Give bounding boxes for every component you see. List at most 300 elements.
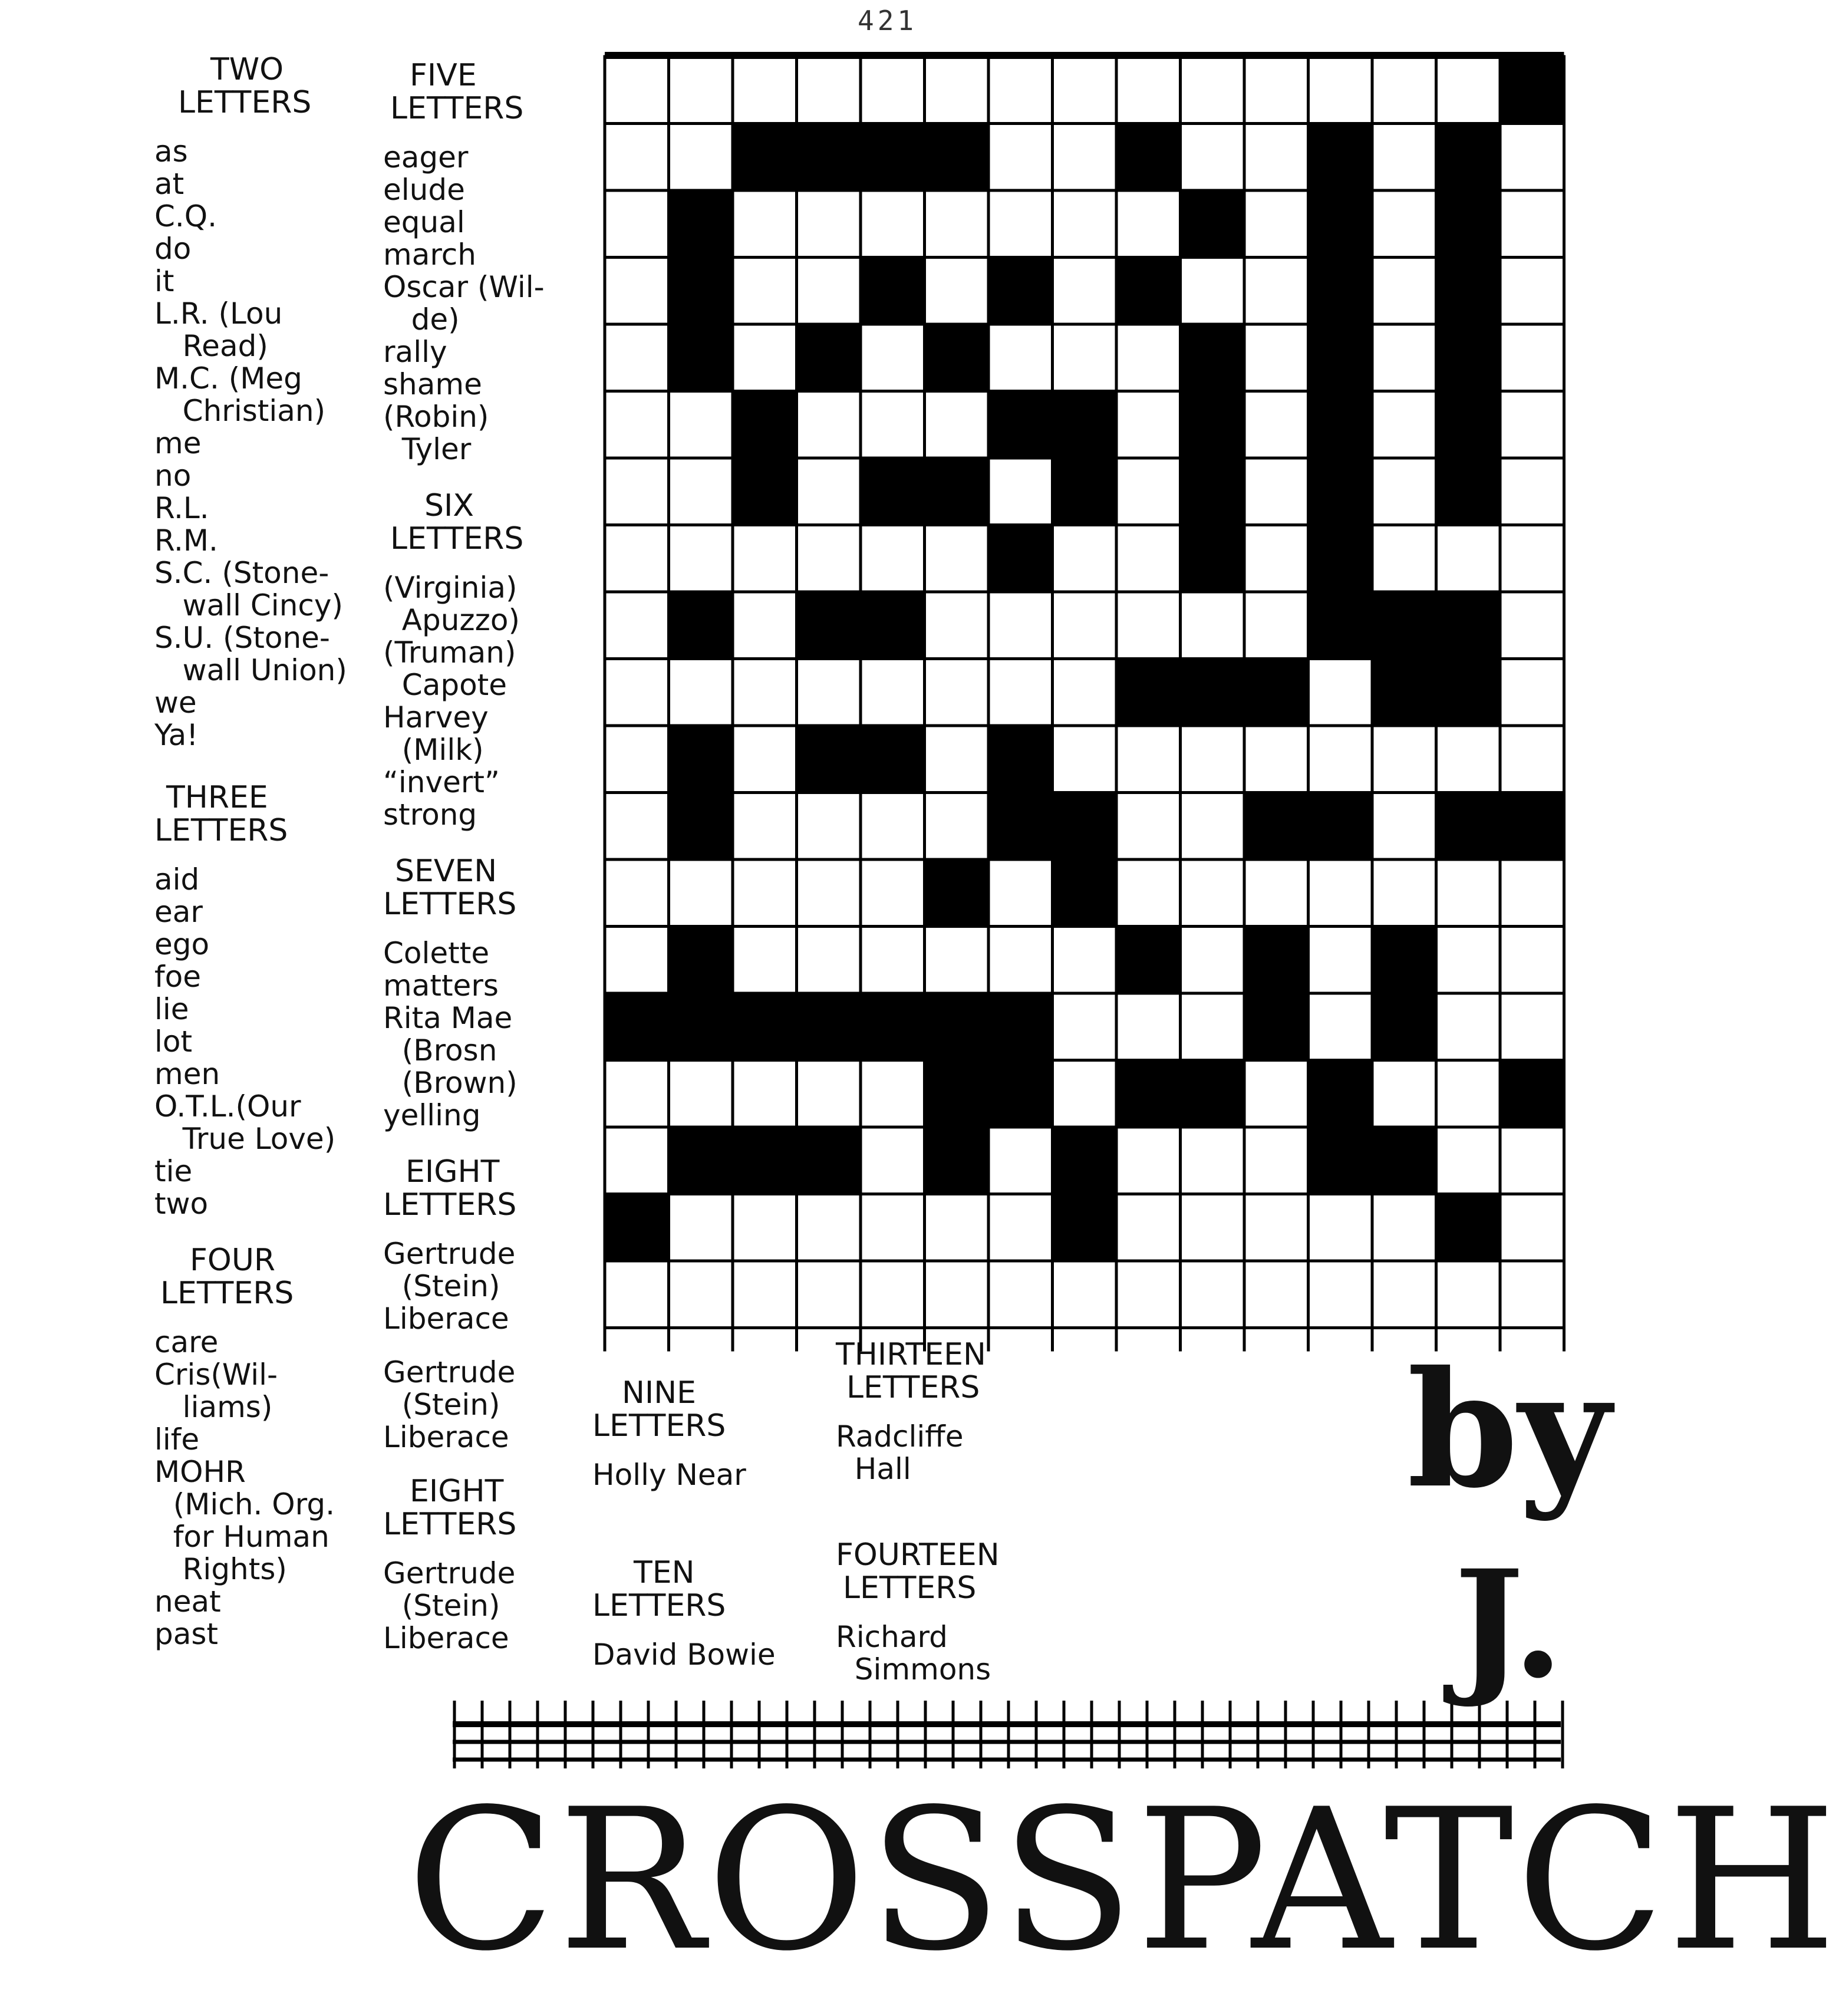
grid-block bbox=[988, 793, 1053, 860]
grid-block bbox=[733, 458, 797, 525]
grid-cell bbox=[605, 190, 669, 258]
word-entry: march bbox=[383, 238, 476, 272]
grid-block bbox=[797, 324, 861, 391]
grid-block bbox=[1244, 927, 1309, 994]
word-entry: at bbox=[154, 167, 184, 201]
grid-cell bbox=[1053, 1060, 1117, 1128]
grid-cell bbox=[988, 124, 1053, 191]
grid-cell bbox=[1053, 525, 1117, 592]
grid-block bbox=[669, 258, 733, 325]
grid-cell bbox=[1181, 726, 1245, 793]
grid-cell bbox=[1244, 391, 1309, 459]
group-heading: SEVEN LETTERS bbox=[383, 854, 517, 922]
grid-cell bbox=[733, 1261, 797, 1328]
word-entry: rally bbox=[383, 335, 447, 369]
word-list bbox=[383, 572, 545, 831]
grid-block bbox=[925, 324, 989, 391]
grid-cell bbox=[733, 324, 797, 391]
grid-cell bbox=[925, 726, 989, 793]
word-entry: Simmons bbox=[836, 1652, 991, 1686]
word-entry: no bbox=[154, 459, 192, 493]
word-entry: Gertrude bbox=[383, 1355, 516, 1389]
word-group-eight-letters bbox=[383, 1155, 545, 1335]
grid-cell bbox=[1436, 993, 1501, 1060]
grid-cell bbox=[1500, 525, 1564, 592]
group-heading: THIRTEEN LETTERS bbox=[836, 1337, 986, 1405]
grid-cell bbox=[797, 391, 861, 459]
group-heading: FOUR LETTERS bbox=[160, 1243, 294, 1311]
grid-block bbox=[797, 124, 861, 191]
grid-cell bbox=[1372, 391, 1436, 459]
grid-block bbox=[1309, 793, 1373, 860]
word-entry: aid bbox=[154, 862, 200, 897]
word-entry: Harvey bbox=[383, 700, 489, 734]
grid-top-rule bbox=[605, 52, 1564, 59]
grid-cell bbox=[797, 458, 861, 525]
grid-cell bbox=[797, 1194, 861, 1261]
grid-cell bbox=[925, 525, 989, 592]
word-entry: for Human bbox=[154, 1520, 329, 1554]
grid-block bbox=[1116, 124, 1181, 191]
grid-block bbox=[1053, 859, 1117, 927]
word-list bbox=[154, 1326, 347, 1651]
word-entry: S.U. (Stone- bbox=[154, 621, 330, 655]
word-entry: (Virginia) bbox=[383, 571, 518, 605]
byline bbox=[1385, 1336, 1633, 1711]
word-entry: do bbox=[154, 232, 192, 266]
grid-cell bbox=[1244, 525, 1309, 592]
grid-cell bbox=[1500, 659, 1564, 726]
grid-cell bbox=[1500, 726, 1564, 793]
word-list bbox=[154, 136, 347, 752]
grid-block bbox=[1436, 1194, 1501, 1261]
grid-cell bbox=[605, 1060, 669, 1128]
word-entry: care bbox=[154, 1325, 219, 1359]
grid-block bbox=[1309, 1127, 1373, 1194]
word-entry: O.T.L.(Our bbox=[154, 1089, 301, 1124]
word-list bbox=[383, 1356, 545, 1454]
grid-cell bbox=[605, 525, 669, 592]
word-entry: elude bbox=[383, 173, 465, 207]
word-entry: matters bbox=[383, 969, 499, 1003]
grid-cell bbox=[925, 258, 989, 325]
word-entry: we bbox=[154, 686, 197, 720]
word-group-thirteen-letters bbox=[836, 1338, 1000, 1485]
grid-cell bbox=[669, 1060, 733, 1128]
word-entry: Radcliffe bbox=[836, 1419, 964, 1454]
grid-cell bbox=[605, 124, 669, 191]
grid-cell bbox=[1116, 391, 1181, 459]
word-entry: Cris(Wil- bbox=[154, 1358, 278, 1392]
grid-cell bbox=[861, 324, 925, 391]
grid-cell bbox=[1500, 1194, 1564, 1261]
grid-block bbox=[669, 927, 733, 994]
grid-cell bbox=[1244, 324, 1309, 391]
grid-cell bbox=[605, 1261, 669, 1328]
grid-cell bbox=[1436, 927, 1501, 994]
grid-cell bbox=[861, 659, 925, 726]
word-entry: David Bowie bbox=[592, 1638, 776, 1672]
grid-cell bbox=[1181, 124, 1245, 191]
word-entry: Capote bbox=[383, 668, 507, 702]
grid-cell bbox=[1372, 793, 1436, 860]
grid-cell bbox=[988, 1194, 1053, 1261]
grid-cell bbox=[1244, 57, 1309, 124]
word-entry: eager bbox=[383, 140, 469, 174]
word-list-column-3 bbox=[592, 1376, 776, 1695]
word-entry: R.M. bbox=[154, 523, 218, 558]
grid-block bbox=[669, 993, 733, 1060]
word-entry: past bbox=[154, 1617, 219, 1651]
word-entry: Rights) bbox=[154, 1552, 287, 1586]
word-entry: (Robin) bbox=[383, 400, 489, 434]
grid-block bbox=[1436, 324, 1501, 391]
grid-cell bbox=[605, 592, 669, 659]
word-entry: True Love) bbox=[154, 1122, 336, 1156]
word-group-repeat bbox=[383, 1356, 545, 1454]
grid-cell bbox=[733, 726, 797, 793]
grid-cell bbox=[1500, 859, 1564, 927]
grid-block bbox=[988, 993, 1053, 1060]
word-entry: Oscar (Wil- bbox=[383, 270, 545, 304]
grid-cell bbox=[605, 324, 669, 391]
grid-cell bbox=[605, 793, 669, 860]
grid-block bbox=[669, 1127, 733, 1194]
grid-block bbox=[1436, 258, 1501, 325]
word-entry: two bbox=[154, 1187, 209, 1221]
grid-cell bbox=[605, 391, 669, 459]
grid-cell bbox=[925, 57, 989, 124]
grid-block bbox=[733, 391, 797, 459]
grid-cell bbox=[1181, 1194, 1245, 1261]
grid-cell bbox=[669, 124, 733, 191]
grid-block bbox=[1372, 993, 1436, 1060]
word-entry: wall Union) bbox=[154, 653, 347, 687]
grid-cell bbox=[1309, 659, 1373, 726]
word-entry: me bbox=[154, 426, 202, 460]
word-list bbox=[383, 1557, 545, 1655]
word-entry: Holly Near bbox=[592, 1458, 746, 1492]
grid-cell bbox=[1244, 258, 1309, 325]
grid-cell bbox=[1500, 391, 1564, 459]
grid-cell bbox=[861, 1060, 925, 1128]
word-entry: (Stein) bbox=[383, 1589, 500, 1623]
grid-cell bbox=[1181, 258, 1245, 325]
grid-cell bbox=[1116, 1261, 1181, 1328]
grid-cell bbox=[925, 659, 989, 726]
word-entry: S.C. (Stone- bbox=[154, 556, 329, 590]
grid-cell bbox=[1372, 1194, 1436, 1261]
group-heading: TEN LETTERS bbox=[592, 1555, 726, 1623]
grid-cell bbox=[861, 927, 925, 994]
grid-block bbox=[1116, 1060, 1181, 1128]
grid-cell bbox=[1244, 1060, 1309, 1128]
grid-cell bbox=[1053, 324, 1117, 391]
word-group-four-letters bbox=[154, 1244, 347, 1651]
grid-cell bbox=[1372, 1261, 1436, 1328]
grid-cell bbox=[1372, 190, 1436, 258]
word-entry: “invert” bbox=[383, 765, 500, 799]
grid-cell bbox=[1500, 124, 1564, 191]
grid-cell bbox=[1053, 124, 1117, 191]
grid-cell bbox=[1244, 1194, 1309, 1261]
grid-block bbox=[1309, 458, 1373, 525]
grid-cell bbox=[925, 592, 989, 659]
grid-cell bbox=[861, 57, 925, 124]
grid-cell bbox=[1436, 859, 1501, 927]
grid-cell bbox=[1372, 324, 1436, 391]
grid-block bbox=[1372, 592, 1436, 659]
grid-block bbox=[1372, 659, 1436, 726]
grid-cell bbox=[1372, 859, 1436, 927]
grid-cell bbox=[733, 190, 797, 258]
word-entry: as bbox=[154, 134, 188, 169]
grid-cell bbox=[1244, 859, 1309, 927]
grid-block bbox=[605, 993, 669, 1060]
grid-cell bbox=[861, 190, 925, 258]
grid-cell bbox=[1181, 859, 1245, 927]
word-entry: lie bbox=[154, 992, 189, 1026]
grid-block bbox=[797, 726, 861, 793]
word-entry: Gertrude bbox=[383, 1556, 516, 1590]
grid-cell bbox=[1436, 1127, 1501, 1194]
word-entry: Rita Mae bbox=[383, 1001, 513, 1035]
grid-cell bbox=[1116, 859, 1181, 927]
grid-cell bbox=[605, 458, 669, 525]
grid-cell bbox=[669, 57, 733, 124]
grid-cell bbox=[861, 391, 925, 459]
grid-block bbox=[1181, 659, 1245, 726]
word-entry: life bbox=[154, 1422, 200, 1457]
grid-cell bbox=[797, 1261, 861, 1328]
grid-block bbox=[797, 993, 861, 1060]
grid-cell bbox=[1309, 1261, 1373, 1328]
word-entry: Apuzzo) bbox=[383, 603, 520, 637]
grid-cell bbox=[1181, 993, 1245, 1060]
word-entry: Christian) bbox=[154, 394, 326, 428]
word-group-six-letters bbox=[383, 489, 545, 831]
group-heading: SIX LETTERS bbox=[390, 488, 524, 556]
grid-block bbox=[1436, 793, 1501, 860]
grid-block bbox=[1053, 1127, 1117, 1194]
grid-cell bbox=[1116, 324, 1181, 391]
word-entry: foe bbox=[154, 960, 201, 994]
grid-block bbox=[733, 1127, 797, 1194]
grid-block bbox=[1309, 391, 1373, 459]
grid-cell bbox=[1309, 57, 1373, 124]
page-title: CROSSPATCH bbox=[407, 1767, 1839, 1994]
word-entry: Tyler bbox=[383, 432, 472, 466]
group-heading: EIGHT LETTERS bbox=[383, 1154, 517, 1223]
grid-cell bbox=[1372, 726, 1436, 793]
grid-block bbox=[1309, 258, 1373, 325]
grid-block bbox=[861, 258, 925, 325]
grid-cell bbox=[925, 391, 989, 459]
word-entry: Liberace bbox=[383, 1302, 509, 1336]
grid-cell bbox=[1244, 592, 1309, 659]
word-entry: Hall bbox=[836, 1452, 911, 1486]
grid-cell bbox=[1436, 1261, 1501, 1328]
grid-cell bbox=[1181, 793, 1245, 860]
word-group-fourteen-letters bbox=[836, 1539, 1000, 1686]
word-entry: (Stein) bbox=[383, 1269, 500, 1303]
decorative-grid-strip bbox=[453, 1701, 1573, 1771]
grid-block bbox=[1436, 458, 1501, 525]
grid-cell bbox=[861, 1194, 925, 1261]
grid-cell bbox=[1116, 592, 1181, 659]
word-entry: ego bbox=[154, 927, 210, 961]
grid-cell bbox=[1181, 592, 1245, 659]
grid-block bbox=[861, 993, 925, 1060]
group-heading: TWO LETTERS bbox=[178, 52, 312, 120]
grid-block bbox=[988, 391, 1053, 459]
grid-cell bbox=[669, 458, 733, 525]
word-entry: (Brosn bbox=[383, 1033, 497, 1068]
grid-block bbox=[1181, 391, 1245, 459]
word-group-eight-letters-repeat bbox=[383, 1475, 545, 1655]
grid-cell bbox=[988, 592, 1053, 659]
grid-cell bbox=[925, 793, 989, 860]
grid-cell bbox=[1244, 1127, 1309, 1194]
grid-cell bbox=[1436, 726, 1501, 793]
grid-cell bbox=[1309, 1194, 1373, 1261]
word-entry: de) bbox=[383, 302, 460, 337]
grid-cell bbox=[1181, 927, 1245, 994]
grid-cell bbox=[1244, 124, 1309, 191]
grid-block bbox=[1500, 57, 1564, 124]
grid-cell bbox=[1053, 190, 1117, 258]
word-entry: Ya! bbox=[154, 718, 199, 752]
grid-cell bbox=[733, 1194, 797, 1261]
grid-cell bbox=[797, 525, 861, 592]
grid-block bbox=[1500, 1060, 1564, 1128]
grid-cell bbox=[605, 258, 669, 325]
word-entry: Colette bbox=[383, 936, 490, 970]
word-entry: L.R. (Lou bbox=[154, 297, 283, 331]
page-number: 421 bbox=[858, 5, 918, 37]
grid-cell bbox=[1116, 793, 1181, 860]
grid-block bbox=[861, 592, 925, 659]
grid-cell bbox=[1116, 993, 1181, 1060]
grid-cell bbox=[733, 525, 797, 592]
grid-cell bbox=[988, 927, 1053, 994]
grid-cell bbox=[797, 258, 861, 325]
grid-cell bbox=[1116, 1194, 1181, 1261]
grid-cell bbox=[988, 324, 1053, 391]
grid-block bbox=[861, 458, 925, 525]
word-entry: (Truman) bbox=[383, 635, 516, 670]
word-list bbox=[154, 864, 347, 1220]
grid-block bbox=[925, 124, 989, 191]
grid-block bbox=[1436, 592, 1501, 659]
word-entry: men bbox=[154, 1057, 220, 1091]
grid-block bbox=[669, 726, 733, 793]
grid-cell bbox=[1053, 726, 1117, 793]
grid-cell bbox=[1181, 57, 1245, 124]
grid-cell bbox=[1436, 525, 1501, 592]
grid-cell bbox=[1309, 993, 1373, 1060]
grid-block bbox=[669, 324, 733, 391]
group-heading: FOURTEEN LETTERS bbox=[836, 1537, 1000, 1606]
grid-block bbox=[733, 993, 797, 1060]
word-entry: (Brown) bbox=[383, 1066, 518, 1100]
grid-cell bbox=[797, 190, 861, 258]
grid-cell bbox=[1500, 1261, 1564, 1328]
crossword-grid bbox=[600, 52, 1567, 1319]
grid-cell bbox=[988, 859, 1053, 927]
grid-block bbox=[1309, 124, 1373, 191]
word-entry: (Mich. Org. bbox=[154, 1487, 335, 1521]
grid-cell bbox=[797, 927, 861, 994]
word-entry: (Stein) bbox=[383, 1388, 500, 1422]
grid-block bbox=[1116, 659, 1181, 726]
grid-block bbox=[925, 859, 989, 927]
word-list bbox=[592, 1639, 776, 1671]
grid-cell bbox=[797, 659, 861, 726]
word-list bbox=[383, 937, 545, 1132]
group-heading: NINE LETTERS bbox=[592, 1375, 726, 1444]
grid-block bbox=[669, 592, 733, 659]
word-entry: C.Q. bbox=[154, 199, 217, 233]
word-group-two-letters bbox=[154, 53, 347, 752]
grid-cell bbox=[1500, 190, 1564, 258]
word-list bbox=[383, 1238, 545, 1335]
group-heading: THREE LETTERS bbox=[154, 780, 288, 848]
grid-cell bbox=[1372, 525, 1436, 592]
grid-cell bbox=[1436, 57, 1501, 124]
grid-cell bbox=[733, 793, 797, 860]
word-list-column-2 bbox=[383, 59, 545, 1678]
group-heading: EIGHT LETTERS bbox=[383, 1474, 517, 1542]
byline-by: by bbox=[1407, 1336, 1611, 1523]
grid-cell bbox=[1309, 859, 1373, 927]
grid-block bbox=[1309, 324, 1373, 391]
grid-cell bbox=[733, 659, 797, 726]
word-entry: neat bbox=[154, 1585, 221, 1619]
word-entry: wall Cincy) bbox=[154, 588, 343, 622]
grid-cell bbox=[733, 57, 797, 124]
grid-cell bbox=[988, 57, 1053, 124]
grid-block bbox=[1436, 190, 1501, 258]
grid-cell bbox=[861, 525, 925, 592]
grid-cell bbox=[1372, 1060, 1436, 1128]
word-entry: strong bbox=[383, 798, 477, 832]
word-group-five-letters bbox=[383, 59, 545, 466]
word-entry: Liberace bbox=[383, 1420, 509, 1454]
grid-cell bbox=[1500, 258, 1564, 325]
word-entry: Liberace bbox=[383, 1621, 509, 1655]
grid-block bbox=[1309, 592, 1373, 659]
grid-cell bbox=[1053, 659, 1117, 726]
grid-block bbox=[988, 525, 1053, 592]
word-entry: shame bbox=[383, 367, 482, 401]
grid-cell bbox=[1309, 726, 1373, 793]
grid-block bbox=[988, 1060, 1053, 1128]
grid-block bbox=[1116, 258, 1181, 325]
grid-cell bbox=[1181, 1261, 1245, 1328]
grid-cell bbox=[1372, 57, 1436, 124]
grid-block bbox=[797, 592, 861, 659]
byline-author: J. bbox=[1454, 1537, 1564, 1711]
grid-cell bbox=[1500, 592, 1564, 659]
grid-cell bbox=[1053, 993, 1117, 1060]
grid-block bbox=[1181, 458, 1245, 525]
word-list-column-1 bbox=[154, 53, 347, 1674]
grid-cell bbox=[1500, 993, 1564, 1060]
grid-cell bbox=[733, 592, 797, 659]
grid-block bbox=[861, 124, 925, 191]
grid-block bbox=[1053, 1194, 1117, 1261]
